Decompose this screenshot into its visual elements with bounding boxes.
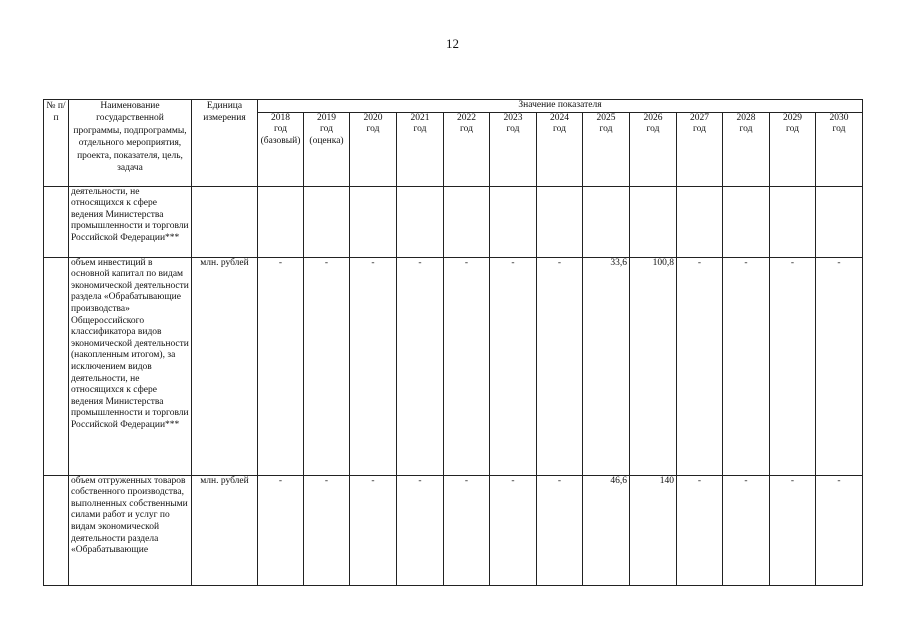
header-year-2022 — [444, 112, 490, 186]
value-cell: 46,6 — [583, 475, 630, 585]
value-cell: - — [537, 257, 583, 475]
header-year-label: год — [599, 124, 613, 135]
header-year-label: год — [413, 124, 427, 135]
value-cell: - — [444, 475, 490, 585]
header-year-label: год — [693, 124, 706, 135]
header-year-year: 2025 — [596, 112, 616, 123]
header-year-2025 — [583, 112, 630, 186]
header-year-year: 2023 — [503, 112, 523, 123]
header-year-label: год — [739, 124, 753, 135]
header-year-2021 — [397, 112, 444, 186]
value-cell — [490, 186, 537, 257]
value-cell: - — [258, 475, 304, 585]
header-year-2020 — [350, 112, 397, 186]
value-cell — [304, 186, 350, 257]
header-year-label: год — [320, 124, 333, 135]
header-year-2028 — [723, 112, 770, 186]
value-cell: - — [816, 475, 863, 585]
value-cell: - — [770, 257, 816, 475]
table-row — [44, 257, 863, 475]
header-year-year: 2027 — [690, 112, 709, 123]
value-cell: - — [350, 475, 397, 585]
header-year-2018 — [258, 112, 304, 186]
value-cell — [444, 186, 490, 257]
header-year-year: 2026 — [643, 112, 663, 123]
value-cell: - — [677, 475, 723, 585]
header-num: № п/п — [44, 100, 69, 187]
value-cell: - — [490, 257, 537, 475]
value-cell: - — [304, 475, 350, 585]
value-cell — [677, 186, 723, 257]
value-cell: - — [304, 257, 350, 475]
unit-cell: млн. рублей — [192, 257, 258, 475]
indicator-table — [43, 99, 863, 586]
header-year-year: 2018 — [271, 112, 290, 123]
value-cell — [630, 186, 677, 257]
value-cell: - — [537, 475, 583, 585]
header-year-2026 — [630, 112, 677, 186]
value-cell — [816, 186, 863, 257]
header-year-year: 2022 — [457, 112, 476, 123]
header-year-label: год — [553, 124, 566, 135]
row-num — [44, 475, 69, 585]
row-num — [44, 186, 69, 257]
indicator-name: объем отгруженных товаров собственного производства, выполненных собственными силами работ и услуг по видам экономической деятельности раздела «Обрабатывающие — [69, 475, 192, 585]
header-year-label: год — [786, 124, 799, 135]
row-num — [44, 257, 69, 475]
header-year-label: год — [646, 124, 660, 135]
value-cell: 140 — [630, 475, 677, 585]
value-cell — [770, 186, 816, 257]
header-year-label: год — [832, 124, 846, 135]
header-year-2027 — [677, 112, 723, 186]
value-cell — [537, 186, 583, 257]
table-row — [44, 475, 863, 585]
value-cell: - — [677, 257, 723, 475]
value-cell — [258, 186, 304, 257]
value-cell: 100,8 — [630, 257, 677, 475]
header-year-label: год — [274, 124, 287, 135]
value-cell — [723, 186, 770, 257]
value-cell: - — [816, 257, 863, 475]
value-cell: - — [723, 257, 770, 475]
header-year-2030 — [816, 112, 863, 186]
header-year-year: 2020 — [363, 112, 383, 123]
unit-cell — [192, 186, 258, 257]
value-cell: - — [350, 257, 397, 475]
header-year-year: 2019 — [317, 112, 336, 123]
page-number: 12 — [446, 36, 459, 51]
header-year-2023 — [490, 112, 537, 186]
value-cell: - — [490, 475, 537, 585]
header-year-2019 — [304, 112, 350, 186]
value-cell — [583, 186, 630, 257]
header-year-year: 2028 — [736, 112, 756, 123]
value-cell: - — [397, 475, 444, 585]
value-cell: - — [258, 257, 304, 475]
header-year-note: (оценка) — [309, 135, 344, 146]
value-cell — [397, 186, 444, 257]
header-year-year: 2029 — [783, 112, 802, 123]
header-year-2029 — [770, 112, 816, 186]
header-year-label: год — [460, 124, 473, 135]
unit-cell: млн. рублей — [192, 475, 258, 585]
value-cell: - — [397, 257, 444, 475]
header-year-label: год — [366, 124, 380, 135]
header-name: Наименование государственной программы, подпрограммы, отдельного мероприятия, проекта, показателя, цель, задача — [69, 100, 192, 187]
header-year-year: 2030 — [829, 112, 849, 123]
value-cell: - — [723, 475, 770, 585]
header-unit: Единица измерения — [192, 100, 258, 187]
table-row — [44, 186, 863, 257]
value-cell — [350, 186, 397, 257]
header-year-2024 — [537, 112, 583, 186]
indicator-name: деятельности, не относящихся к сфере ведения Министерства промышленности и торговли Российской Федерации*** — [69, 186, 192, 257]
header-year-year: 2024 — [550, 112, 569, 123]
indicator-name: объем инвестиций в основной капитал по видам экономической деятельности раздела «Обрабатывающие производства» Общероссийского классификатора видов экономической деятельности (накопленным итогом), за исключением видов деятельности, не относящихся к сфере ведения Министерства промышленности и торговли Российской Федерации*** — [69, 257, 192, 475]
value-cell: - — [444, 257, 490, 475]
value-cell: - — [770, 475, 816, 585]
header-year-label: год — [506, 124, 520, 135]
header-year-note: (базовый) — [260, 135, 301, 146]
header-value-group: Значение показателя — [258, 100, 863, 113]
value-cell: 33,6 — [583, 257, 630, 475]
header-year-year: 2021 — [410, 112, 430, 123]
